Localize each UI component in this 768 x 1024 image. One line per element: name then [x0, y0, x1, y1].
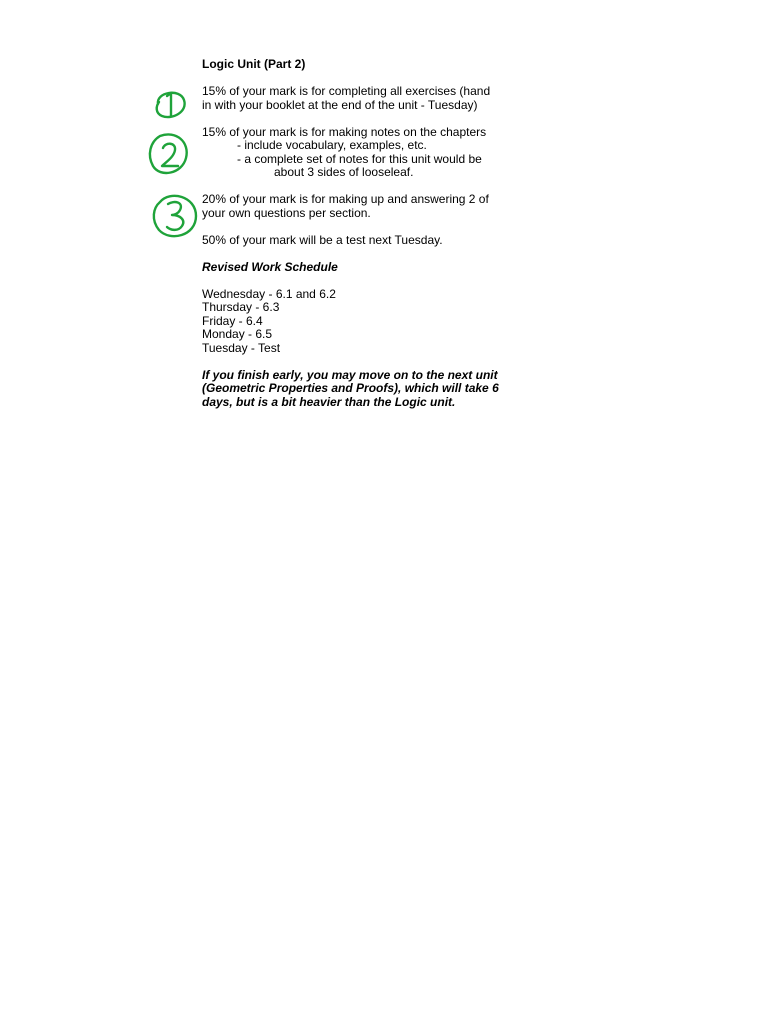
- schedule-item: Wednesday - 6.1 and 6.2: [202, 286, 336, 301]
- schedule-item: Monday - 6.5: [202, 327, 273, 341]
- annotation-marker-3: [150, 190, 200, 242]
- schedule-item: Thursday - 6.3: [202, 300, 280, 314]
- paragraph-line: about 3 sides of looseleaf.: [274, 165, 414, 179]
- test-mark-paragraph: [202, 234, 512, 248]
- paragraph-line: your own questions per section.: [202, 205, 371, 220]
- annotation-marker-1: [150, 86, 190, 122]
- paragraph-line: 15% of your mark is for completing all exercises (hand: [202, 84, 491, 98]
- schedule-item: Friday - 6.4: [202, 313, 263, 328]
- paragraph-line: - a complete set of notes for this unit would be: [237, 151, 482, 166]
- annotation-marker-2: [146, 130, 192, 180]
- paragraph-line: - include vocabulary, examples, etc.: [237, 138, 427, 152]
- exercises-mark-paragraph: [202, 85, 512, 112]
- questions-mark-paragraph: [202, 193, 512, 220]
- closing-line: (Geometric Properties and Proofs), which will take 6: [202, 381, 499, 395]
- closing-line: days, but is a bit heavier than the Logic unit.: [202, 394, 456, 409]
- paragraph-line: 20% of your mark is for making up and answering 2 of: [202, 192, 489, 206]
- closing-line: If you finish early, you may move on to the next unit: [202, 367, 498, 382]
- closing-note: [202, 369, 512, 410]
- paragraph-line: 15% of your mark is for making notes on the chapters: [202, 124, 487, 139]
- schedule-item: Tuesday - Test: [202, 340, 281, 355]
- notes-mark-paragraph: [202, 126, 512, 180]
- paragraph-line: 50% of your mark will be a test next Tuesday.: [202, 232, 443, 247]
- paragraph-line: in with your booklet at the end of the unit - Tuesday): [202, 97, 478, 112]
- schedule-list: [202, 288, 512, 356]
- document-title: Logic Unit (Part 2): [202, 57, 306, 71]
- document-content: [202, 58, 512, 409]
- schedule-heading: Revised Work Schedule: [202, 259, 338, 274]
